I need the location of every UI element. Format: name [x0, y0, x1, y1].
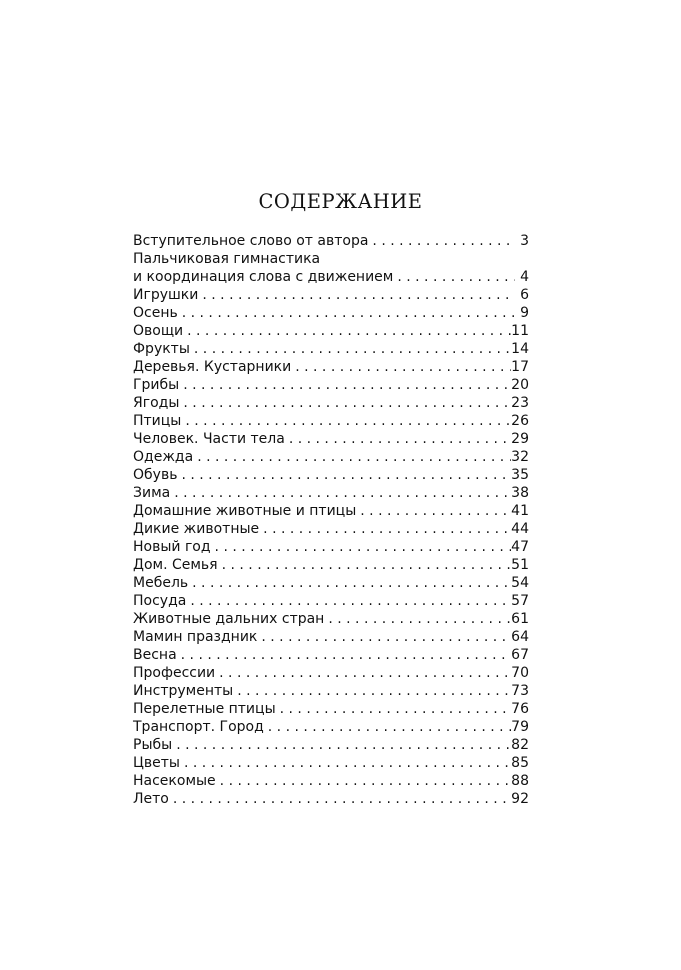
toc-page-number: 51 [511, 557, 529, 573]
toc-entry [133, 538, 529, 556]
toc-entry [133, 394, 529, 412]
toc-page-number: 29 [511, 431, 529, 447]
toc-entry-title: Птицы [133, 413, 182, 429]
toc-entry-title: и координация слова с движением [133, 269, 394, 285]
dot-leader [211, 538, 512, 556]
dot-leader [179, 394, 511, 412]
toc-entry [133, 736, 529, 754]
toc-entry-title: Лето [133, 791, 169, 807]
toc-page-number: 76 [511, 701, 529, 717]
toc-entry-title: Осень [133, 305, 178, 321]
dot-leader [188, 574, 511, 592]
toc-page-number: 44 [511, 521, 529, 537]
toc-page-number: 3 [520, 233, 529, 249]
toc-entry-title: Мамин праздник [133, 629, 258, 645]
toc-entry-title: Фрукты [133, 341, 190, 357]
dot-leader [218, 556, 512, 574]
toc-page-number: 82 [511, 737, 529, 753]
toc-entry [133, 682, 529, 700]
toc-entry [133, 628, 529, 646]
toc-page-number: 17 [511, 359, 529, 375]
toc-entry [133, 484, 529, 502]
toc-entry-title: Инструменты [133, 683, 234, 699]
dot-leader [276, 700, 512, 718]
toc-entry [133, 430, 529, 448]
toc-entry-title: Обувь [133, 467, 178, 483]
dot-leader [177, 646, 512, 664]
toc-entry-title: Цветы [133, 755, 180, 771]
dot-leader [291, 358, 511, 376]
dot-leader [285, 430, 511, 448]
toc-entry [133, 448, 529, 466]
toc-page-number: 11 [511, 323, 529, 339]
toc-entry [133, 646, 529, 664]
dot-leader [233, 682, 511, 700]
toc-entry [133, 502, 529, 520]
toc-page-number: 73 [511, 683, 529, 699]
dot-leader [178, 304, 515, 322]
toc-page-number: 85 [511, 755, 529, 771]
toc-entry [133, 340, 529, 358]
toc-page-number: 14 [511, 341, 529, 357]
dot-leader [356, 502, 511, 520]
toc-entry-line: Пальчиковая гимнастика [133, 251, 321, 267]
toc-entry-title: Насекомые [133, 773, 216, 789]
toc-page-number: 54 [511, 575, 529, 591]
toc-entry [133, 304, 529, 322]
dot-leader [172, 736, 511, 754]
toc-entry [133, 466, 529, 484]
toc-page-number: 67 [511, 647, 529, 663]
dot-leader [368, 232, 515, 250]
toc-page-number: 4 [520, 269, 529, 285]
dot-leader [181, 412, 511, 430]
toc-entry-title: Грибы [133, 377, 180, 393]
toc-entry-title: Посуда [133, 593, 187, 609]
dot-leader [198, 286, 515, 304]
dot-leader [324, 610, 511, 628]
dot-leader [259, 520, 511, 538]
dot-leader [190, 340, 511, 358]
dot-leader [393, 268, 515, 286]
dot-leader [264, 718, 511, 736]
toc-entry [133, 556, 529, 574]
toc-entry [133, 772, 529, 790]
toc-entry [133, 592, 529, 610]
dot-leader [169, 790, 511, 808]
toc-page-number: 79 [511, 719, 529, 735]
toc-entry-title: Дом. Семья [133, 557, 218, 573]
toc-page-number: 20 [511, 377, 529, 393]
dot-leader [186, 592, 511, 610]
toc-entry [133, 376, 529, 394]
toc-entry-title: Весна [133, 647, 177, 663]
dot-leader [170, 484, 511, 502]
toc-entry [133, 232, 529, 250]
toc-entry [133, 286, 529, 304]
toc-entry-title: Вступительное слово от автора [133, 233, 369, 249]
dot-leader [177, 466, 511, 484]
toc-entry [133, 412, 529, 430]
toc-entry-title: Домашние животные и птицы [133, 503, 357, 519]
toc-page-number: 88 [511, 773, 529, 789]
toc-page-number: 26 [511, 413, 529, 429]
toc-entry [133, 700, 529, 718]
toc-page-number: 35 [511, 467, 529, 483]
toc-page-number: 57 [511, 593, 529, 609]
toc-entry-title: Овощи [133, 323, 184, 339]
toc-entry-title: Профессии [133, 665, 216, 681]
toc-page-number: 9 [520, 305, 529, 321]
page-title: СОДЕРЖАНИЕ [258, 190, 423, 213]
toc-entry [133, 718, 529, 736]
toc-entry [133, 520, 529, 538]
toc-entry-title: Рыбы [133, 737, 173, 753]
toc-entry-title: Ягоды [133, 395, 180, 411]
dot-leader [183, 322, 511, 340]
dot-leader [179, 376, 511, 394]
toc-entry-title: Транспорт. Город [133, 719, 264, 735]
toc-page-number: 32 [511, 449, 529, 465]
dot-leader [257, 628, 511, 646]
toc-page-number: 64 [511, 629, 529, 645]
toc-entry-title: Перелетные птицы [133, 701, 276, 717]
toc-entry-title: Мебель [133, 575, 189, 591]
toc-entry-title: Новый год [133, 539, 211, 555]
dot-leader [215, 664, 511, 682]
toc-page-number: 61 [511, 611, 529, 627]
toc-entry [133, 610, 529, 628]
toc-page-number: 23 [511, 395, 529, 411]
toc-entry-title: Игрушки [133, 287, 199, 303]
toc-page-number: 47 [511, 539, 529, 555]
dot-leader [216, 772, 512, 790]
toc-page-number: 6 [520, 287, 529, 303]
table-of-contents [133, 232, 529, 808]
dot-leader [193, 448, 511, 466]
toc-entry-title: Одежда [133, 449, 194, 465]
toc-page-number: 92 [511, 791, 529, 807]
toc-entry [133, 664, 529, 682]
toc-page-number: 41 [511, 503, 529, 519]
toc-entry [133, 754, 529, 772]
toc-entry [133, 322, 529, 340]
toc-entry [133, 574, 529, 592]
toc-entry [133, 268, 529, 286]
toc-entry [133, 790, 529, 808]
toc-entry [133, 358, 529, 376]
toc-entry-title: Животные дальних стран [133, 611, 325, 627]
toc-entry-title: Зима [133, 485, 171, 501]
toc-entry-title: Дикие животные [133, 521, 260, 537]
toc-page-number: 38 [511, 485, 529, 501]
toc-entry-title: Человек. Части тела [133, 431, 285, 447]
dot-leader [180, 754, 511, 772]
toc-entry-title: Деревья. Кустарники [133, 359, 292, 375]
toc-page-number: 70 [511, 665, 529, 681]
